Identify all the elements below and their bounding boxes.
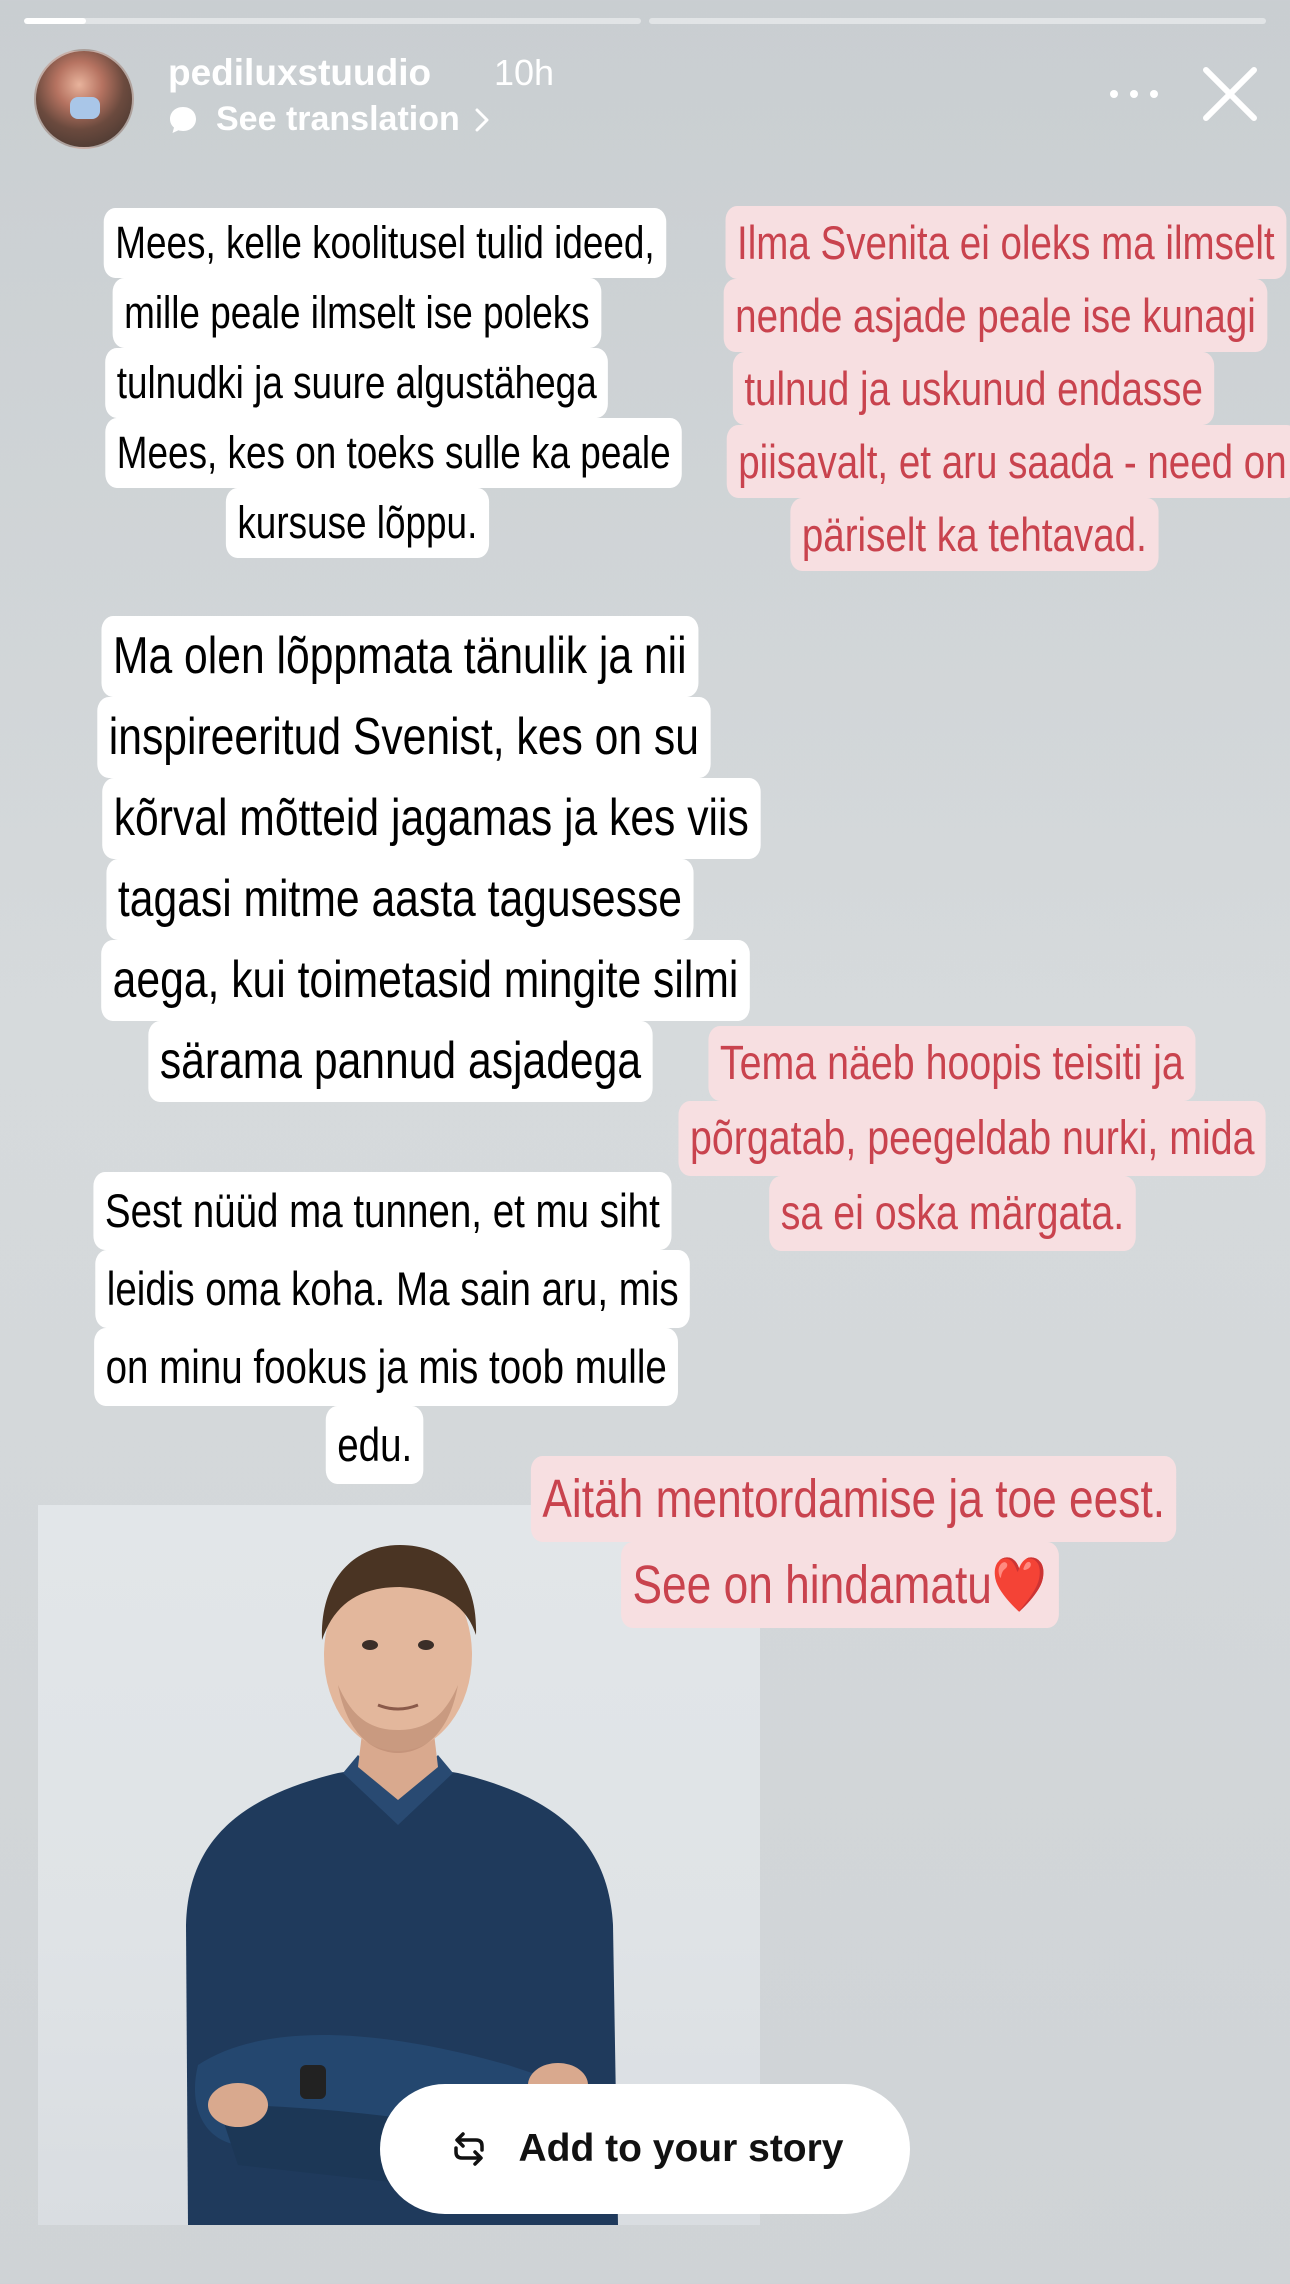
see-translation-button[interactable] [168, 100, 490, 139]
caption-block-6 [460, 1456, 1220, 1628]
caption-line: Sest nüüd ma tunnen, et mu siht [93, 1172, 671, 1250]
progress-segment [24, 18, 641, 24]
add-to-story-button[interactable] [380, 2084, 910, 2214]
caption-line: särama pannud asjadega [148, 1021, 652, 1102]
caption-line: mille peale ilmselt ise poleks [113, 278, 602, 348]
post-time: 10h [494, 52, 555, 93]
caption-line: Ma olen lõppmata tänulik ja nii [102, 616, 699, 697]
caption-line: leidis oma koha. Ma sain aru, mis [95, 1250, 690, 1328]
caption-line: Mees, kelle koolitusel tulid ideed, [104, 208, 666, 278]
caption-line: Tema näeb hoopis teisiti ja [709, 1026, 1196, 1101]
see-translation-label: See translation [216, 100, 460, 138]
caption-line: See on hindamatu❤️ [621, 1542, 1059, 1628]
caption-block-5 [30, 1172, 720, 1484]
repost-icon [446, 2126, 492, 2172]
username[interactable]: pediluxstuudio [168, 52, 432, 93]
caption-line: on minu fookus ja mis toob mulle [94, 1328, 678, 1406]
caption-line: Mees, kes on toeks sulle ka peale [105, 418, 682, 488]
chevron-right-icon [474, 107, 490, 133]
translate-bubble-icon [168, 105, 198, 135]
caption-line: päriselt ka tehtavad. [790, 498, 1158, 571]
caption-line: inspireeritud Svenist, kes on su [97, 697, 710, 778]
close-icon[interactable] [1200, 64, 1260, 124]
caption-line: tulnudki ja suure algustähega [105, 348, 608, 418]
caption-line: sa ei oska märgata. [769, 1176, 1135, 1251]
caption-line: edu. [326, 1406, 424, 1484]
caption-block-2 [664, 206, 1287, 571]
progress-segment [649, 18, 1266, 24]
avatar[interactable] [34, 49, 134, 149]
caption-line: Ilma Svenita ei oleks ma ilmselt [726, 206, 1287, 279]
caption-line: Aitäh mentordamise ja toe eest. [531, 1456, 1177, 1542]
caption-line: kõrval mõtteid jagamas ja kes viis [102, 778, 760, 859]
caption-line: tulnud ja uskunud endasse [733, 352, 1215, 425]
story-progress [24, 18, 1266, 24]
add-to-story-label: Add to your story [518, 2127, 844, 2170]
caption-line: aega, kui toimetasid mingite silmi [101, 940, 750, 1021]
story-header [34, 46, 1260, 146]
caption-line: kursuse lõppu. [226, 488, 489, 558]
caption-line: piisavalt, et aru saada - need on [727, 425, 1290, 498]
caption-block-1 [42, 208, 672, 558]
caption-line: põrgatab, peegeldab nurki, mida [678, 1101, 1266, 1176]
caption-line: nende asjade peale ise kunagi [724, 279, 1268, 352]
caption-line: tagasi mitme aasta tagusesse [106, 859, 693, 940]
more-options-icon[interactable] [1106, 86, 1162, 102]
